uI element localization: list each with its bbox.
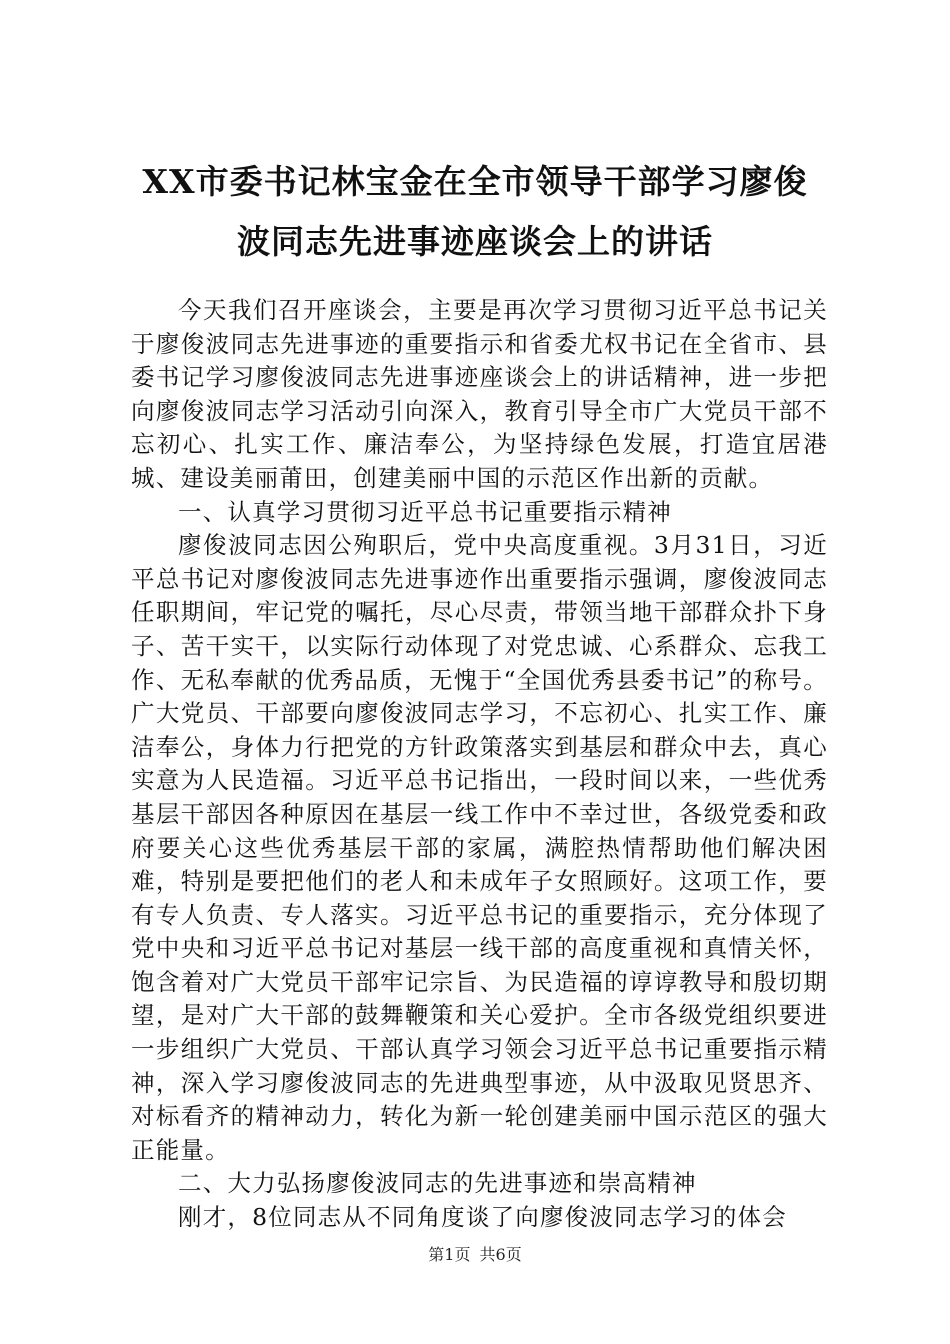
section-heading-2: 二、大力弘扬廖俊波同志的先进事迹和崇高精神	[178, 1169, 697, 1198]
page-number: 第1页	[428, 1245, 471, 1264]
paragraph-intro: 今天我们召开座谈会，主要是再次学习贯彻习近平总书记关于廖俊波同志先进事迹的重要指示和省委尤权书记在全省市、县委书记学习廖俊波同志先进事迹座谈会上的讲话精神，进一步把向廖俊波同志学习活动引向深入，教育引导全市广大党员干部不忘初心、扎实工作、廉洁奉公，为坚持绿色发展，打造宜居港城、建设美丽莆田，创建美丽中国的示范区作出新的贡献。	[131, 296, 828, 492]
paragraph-section-1: 廖俊波同志因公殉职后，党中央高度重视。3月31日，习近平总书记对廖俊波同志先进事迹作出重要指示强调，廖俊波同志任职期间，牢记党的嘱托，尽心尽责，带领当地干部群众扑下身子、苦干实干，以实际行动体现了对党忠诚、心系群众、忘我工作、无私奉献的优秀品质，无愧于“全国优秀县委书记”的称号。广大党员、干部要向廖俊波同志学习，不忘初心、扎实工作、廉洁奉公，身体力行把党的方针政策落实到基层和群众中去，真心实意为人民造福。习近平总书记指出，一段时间以来，一些优秀基层干部因各种原因在基层一线工作中不幸过世，各级党委和政府要关心这些优秀基层干部的家属，满腔热情帮助他们解决困难，特别是要把他们的老人和未成年子女照顾好。这项工作，要有专人负责、专人落实。习近平总书记的重要指示，充分体现了党中央和习近平总书记对基层一线干部的高度重视和真情关怀，饱含着对广大党员干部牢记宗旨、为民造福的谆谆教导和殷切期望，是对广大干部的鼓舞鞭策和关心爱护。全市各级党组织要进一步组织广大党员、干部认真学习领会习近平总书记重要指示精神，深入学习廖俊波同志的先进典型事迹，从中汲取见贤思齐、对标看齐的精神动力，转化为新一轮创建美丽中国示范区的强大正能量。	[131, 531, 828, 1164]
paragraph-section-2: 刚才，8位同志从不同角度谈了向廖俊波同志学习的体会	[178, 1203, 787, 1232]
document-title-line-2: 波同志先进事迹座谈会上的讲话	[237, 222, 713, 261]
document-title-line-1: XX市委书记林宝金在全市领导干部学习廖俊	[142, 162, 808, 201]
section-heading-1: 一、认真学习贯彻习近平总书记重要指示精神	[178, 497, 672, 526]
page-total: 共6页	[479, 1245, 522, 1264]
document-body	[131, 294, 828, 1235]
page-footer	[0, 1245, 950, 1265]
